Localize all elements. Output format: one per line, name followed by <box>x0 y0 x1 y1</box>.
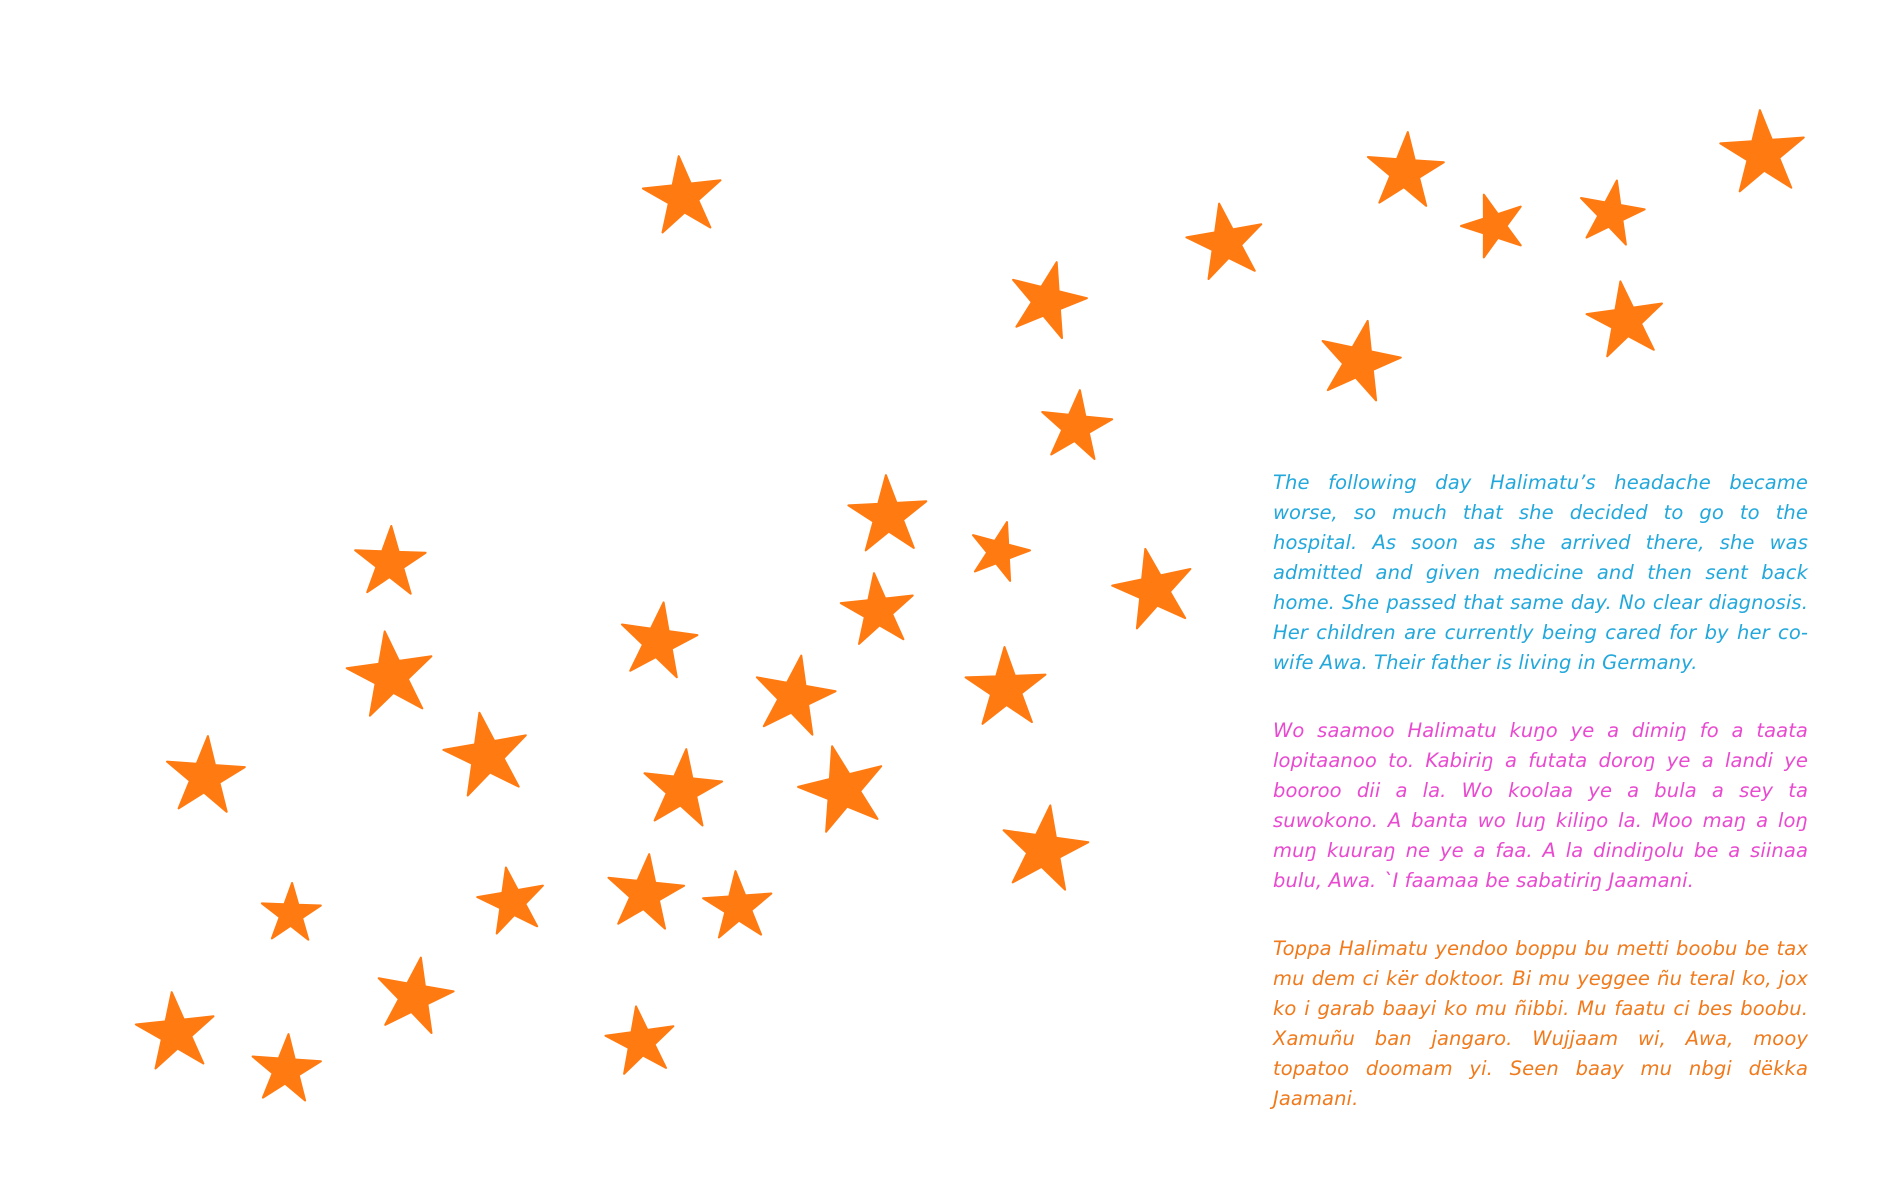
star-icon <box>1323 321 1401 401</box>
star-icon <box>347 631 432 715</box>
star-icon <box>643 156 721 232</box>
star-icon <box>167 736 245 812</box>
star-icon <box>477 868 543 934</box>
star-icon <box>355 526 425 594</box>
star-icon <box>1581 181 1645 245</box>
mandinka-paragraph: Wo saamoo Halimatu kuŋo ye a dimiŋ fo a taata lopitaanoo to. Kabiriŋ a futata doroŋ ye a landi ye booroo dii a la. Wo koolaa ye a bula a sey ta suwokono. A banta wo luŋ kiliŋo la. Moo maŋ a loŋ muŋ kuuraŋ ne ye a faa. A la dindiŋolu be a siinaa bulu, Awa. `I faamaa be sabatiriŋ Jaamani. <box>1273 719 1808 892</box>
star-icon <box>1186 204 1261 279</box>
star-icon <box>973 522 1030 581</box>
story-text-column <box>1273 468 1808 1152</box>
star-icon <box>1013 262 1087 338</box>
star-icon <box>1004 805 1089 889</box>
english-paragraph: The following day Halimatu’s headache became worse, so much that she decided to go to the hospital. As soon as she arrived there, she was admitted and given medicine and then sent back home. She passed that same day. No clear diagnosis. Her children are currently being cared for by her co-wife Awa. Their father is living in Germany. <box>1273 471 1808 674</box>
star-icon <box>798 746 881 831</box>
star-icon <box>757 656 836 735</box>
star-icon <box>443 713 525 796</box>
star-icon <box>1720 110 1804 191</box>
star-icon <box>1042 390 1112 459</box>
star-icon <box>1461 195 1521 258</box>
star-icon <box>841 573 913 644</box>
star-icon <box>136 992 214 1068</box>
star-icon <box>262 883 321 940</box>
star-icon <box>379 958 454 1033</box>
star-icon <box>1587 281 1662 356</box>
wolof-paragraph: Toppa Halimatu yendoo boppu bu metti boobu be tax mu dem ci kër doktoor. Bi mu yeggee ñu teral ko, jox ko i garab baayi ko mu ñibbi. Mu faatu ci bes boobu. Xamuñu ban jangaro. Wujjaam wi, Awa, mooy topatoo doomam yi. Seen baay mu nbgi dëkka Jaamani. <box>1273 937 1808 1110</box>
star-icon <box>703 871 771 937</box>
star-icon <box>609 854 685 928</box>
star-icon <box>1112 549 1190 629</box>
star-icon <box>1368 132 1444 206</box>
star-icon <box>966 647 1046 724</box>
star-icon <box>606 1006 674 1073</box>
star-icon <box>645 749 723 825</box>
star-icon <box>848 475 926 550</box>
star-icon <box>622 602 697 677</box>
star-icon <box>253 1034 321 1100</box>
